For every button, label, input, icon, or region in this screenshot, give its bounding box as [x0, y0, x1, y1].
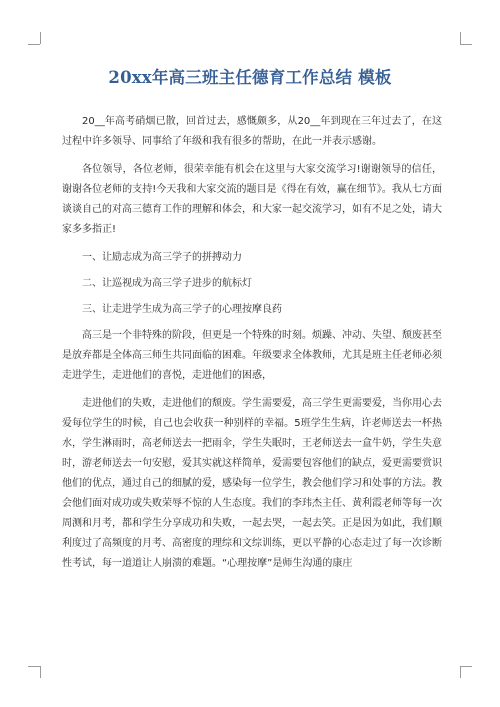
- paragraph-intro: 20__年高考硝烟已散，回首过去，感慨颇多，从20__年到现在三年过去了，在这过程中许多领导、同事给了年级和我有很多的帮助，在此一并表示感谢。: [62, 116, 442, 147]
- crop-mark-bottom-right-v: [460, 666, 461, 678]
- section-heading-2: 二、让巡视成为高三学子进步的航标灯: [82, 278, 252, 289]
- paragraph-love-students: 走进他们的失败，走进他们的颓废。学生需要爱，高三学生更需要爱，当你用心去爱每位学生的时候，自己也会收获一种别样的幸福。5班学生生病，许老师送去一杯热水，学生淋雨时，高老师送去一把雨伞，学生失眠时，王老师送去一盒牛奶，学生失意时，游老师送去一句安慰，爱其实就这样简单，爱需要包容他们的缺点，爱更需要赏识他们的优点，通过自己的细腻的爱，感染每一位学生，教会他们学习和处事的方法。教会他们面对成功或失败荣辱不惊的人生态度。我们的李玮杰主任、黄利霞老师等每一次周测和月考，都和学生分享成功和失败，一起去哭，一起去笑。正是因为如此，我们顺利度过了高频度的月考、高密度的理综和文综训练，更以平静的心态走过了每一次诊断性考试，每一道道让人崩溃的难题。“心理按摩”是师生沟通的康庄: [62, 398, 442, 569]
- crop-mark-top-left-v: [40, 32, 41, 44]
- crop-mark-top-right-v: [460, 32, 461, 44]
- crop-mark-bottom-left-v: [40, 666, 41, 678]
- document-title: 20xx年高三班主任德育工作总结 模板: [108, 68, 392, 87]
- section-heading-3: 三、让走进学生成为高三学子的心理按摩良药: [82, 304, 282, 315]
- crop-mark-top-left-h: [28, 44, 40, 45]
- paragraph-greeting: 各位领导，各位老师，很荣幸能有机会在这里与大家交流学习!谢谢领导的信任，谢谢各位老师的支持!今天我和大家交流的题目是《得在有效，赢在细节》。我从七方面谈谈自己的对高三德育工作的理解和体会，和大家一起交流学习，如有不足之处，请大家多多指正!: [62, 164, 442, 235]
- crop-mark-top-right-h: [460, 44, 472, 45]
- crop-mark-bottom-right-h: [460, 666, 472, 667]
- crop-mark-bottom-left-h: [28, 666, 40, 667]
- section-heading-1: 一、让励志成为高三学子的拼搏动力: [82, 252, 242, 263]
- paragraph-special-stage: 高三是一个非特殊的阶段，但更是一个特殊的时刻。烦躁、冲动、失望、颓废甚至是放弃都是全体高三师生共同面临的困难。年级要求全体教师，尤其是班主任老师必须走进学生，走进他们的喜悦，走进他们的困惑，: [62, 330, 442, 381]
- document-body: [62, 112, 442, 582]
